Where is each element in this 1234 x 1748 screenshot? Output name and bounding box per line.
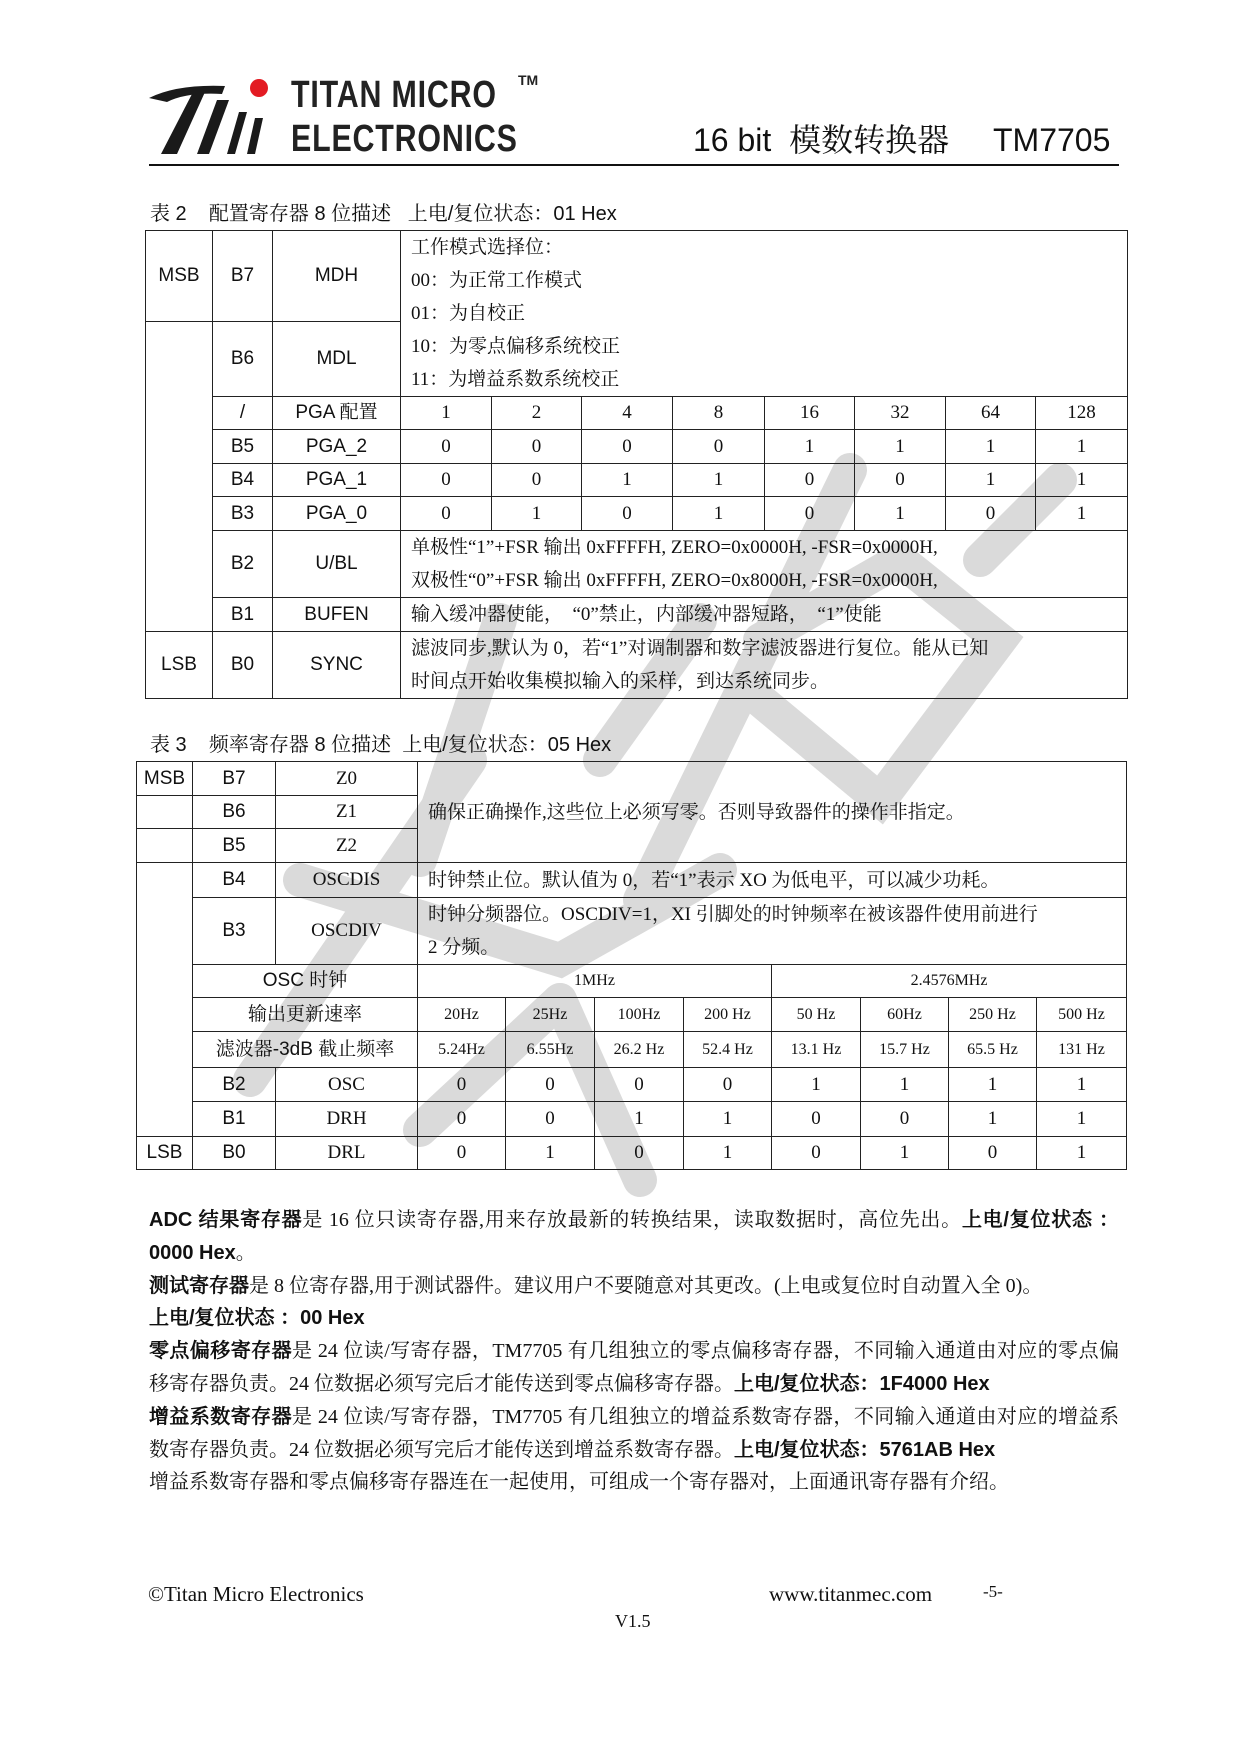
field-name: MDL <box>273 322 401 397</box>
value-cell: 0 <box>418 1137 506 1170</box>
lsb-label: LSB <box>137 1137 193 1170</box>
value-cell: 0 <box>949 1137 1037 1170</box>
reset-state: 上电/复位状态 ：00 Hex <box>149 1307 365 1330</box>
register-descriptions <box>149 1204 1119 1499</box>
clock-1mhz: 1MHz <box>418 965 772 998</box>
table2-caption: 表 2 配置寄存器 8 位描述 上电/复位状态：01 Hex <box>150 203 617 225</box>
value-cell: 1 <box>949 1068 1037 1102</box>
desc-line: 时钟分频器位。OSCDIV=1，XI 引脚处的时钟频率在被该器件使用前进行 <box>428 904 1038 925</box>
oscdis-description <box>418 863 1127 898</box>
table-row <box>137 1068 1127 1102</box>
lsb-label: LSB <box>146 632 213 699</box>
value-cell: 1 <box>772 1068 861 1102</box>
gain-register-paragraph <box>149 1401 1119 1467</box>
footer-website[interactable]: www.titanmec.com <box>769 1582 933 1606</box>
empty-cell <box>137 863 193 1137</box>
value-cell: 0 <box>765 497 855 531</box>
desc-line: 时间点开始收集模拟输入的采样，到达系统同步。 <box>411 671 830 692</box>
field-name: Z1 <box>276 796 418 829</box>
field-name: PGA_2 <box>273 430 401 464</box>
table-row <box>146 397 1128 430</box>
value-cell: 0 <box>684 1068 772 1102</box>
table-row <box>146 632 1128 699</box>
logo-text-titan-micro: TITAN MICRO <box>291 74 497 116</box>
value-cell: 131 Hz <box>1037 1032 1127 1068</box>
value-cell: 0 <box>492 430 582 464</box>
config-register-table <box>145 230 1128 699</box>
value-cell: 1 <box>595 1102 684 1137</box>
company-logo-mark <box>147 78 277 156</box>
desc-line: 滤波同步,默认为 0，若“1”对调制器和数字滤波器进行复位。能从已知 <box>411 638 989 659</box>
value-cell: 1 <box>684 1137 772 1170</box>
table-row <box>137 1137 1127 1170</box>
field-name: PGA_1 <box>273 464 401 497</box>
bit-label: B1 <box>193 1102 276 1137</box>
reset-state: 上电/复位状态 ：0000 Hex <box>149 1209 1120 1264</box>
empty-cell <box>146 322 213 632</box>
empty-cell <box>137 796 193 829</box>
reset-state: 上电/复位状态：5761AB Hex <box>734 1438 996 1461</box>
value-cell: 52.4 Hz <box>684 1032 772 1068</box>
table-row <box>137 898 1127 965</box>
field-name: OSC <box>276 1068 418 1102</box>
desc-line: 单极性“1”+FSR 输出 0xFFFFH, ZERO=0x0000H, -FSR=0x0000H, <box>411 537 938 558</box>
footer-copyright: ©Titan Micro Electronics <box>148 1582 364 1606</box>
value-cell: 0 <box>418 1068 506 1102</box>
value-cell: 0 <box>765 464 855 497</box>
table-row <box>137 1032 1127 1068</box>
value-cell: 8 <box>673 397 765 430</box>
field-name: BUFEN <box>273 598 401 632</box>
value-cell: 1 <box>946 464 1036 497</box>
bit-label: B6 <box>193 796 276 829</box>
value-cell: 6.55Hz <box>506 1032 595 1068</box>
table-row <box>146 531 1128 598</box>
value-cell: 100Hz <box>595 998 684 1032</box>
text: 。 <box>235 1241 256 1264</box>
value-cell: 500 Hz <box>1037 998 1127 1032</box>
bit-label: B4 <box>213 464 273 497</box>
bit-label: B0 <box>193 1137 276 1170</box>
field-name: DRH <box>276 1102 418 1137</box>
register-pair-paragraph: 增益系数寄存器和零点偏移寄存器连在一起使用，可组成一个寄存器对，上面通讯寄存器有介绍。 <box>149 1471 1009 1494</box>
table-row <box>146 598 1128 632</box>
value-cell: 16 <box>765 397 855 430</box>
version-label: V1.5 <box>615 1611 651 1631</box>
bit-label: B6 <box>213 322 273 397</box>
update-rate-label: 输出更新速率 <box>193 998 418 1032</box>
bit-label: B5 <box>193 829 276 863</box>
value-cell: 0 <box>946 497 1036 531</box>
field-name: DRL <box>276 1137 418 1170</box>
value-cell: 4 <box>582 397 673 430</box>
bit-label: B5 <box>213 430 273 464</box>
value-cell: 5.24Hz <box>418 1032 506 1068</box>
value-cell: 128 <box>1036 397 1128 430</box>
value-cell: 64 <box>946 397 1036 430</box>
field-name: U/BL <box>273 531 401 598</box>
mode-description <box>401 231 1128 397</box>
bit-label: B2 <box>213 531 273 598</box>
value-cell: 1 <box>861 1068 949 1102</box>
value-cell: 2 <box>492 397 582 430</box>
value-cell: 1 <box>582 464 673 497</box>
part-number: TM7705 <box>993 122 1111 158</box>
osc-clock-label: OSC 时钟 <box>193 965 418 998</box>
document-title <box>693 120 1111 160</box>
value-cell: 1 <box>1036 430 1128 464</box>
value-cell: 1 <box>684 1102 772 1137</box>
desc-line: 输入缓冲器使能， “0”禁止，内部缓冲器短路， “1”使能 <box>411 604 882 625</box>
term: ADC 结果寄存器 <box>149 1209 303 1231</box>
value-cell: 0 <box>595 1137 684 1170</box>
desc-line: 确保正确操作,这些位上必须写零。否则导致器件的操作非指定。 <box>428 801 965 823</box>
value-cell: 1 <box>401 397 492 430</box>
value-cell: 0 <box>401 464 492 497</box>
value-cell: 1 <box>765 430 855 464</box>
value-cell: 0 <box>855 464 946 497</box>
value-cell: 1 <box>1037 1068 1127 1102</box>
bit-label: B7 <box>193 762 276 796</box>
value-cell: 1 <box>1036 497 1128 531</box>
value-cell: 0 <box>492 464 582 497</box>
value-cell: 250 Hz <box>949 998 1037 1032</box>
logo-text-electronics: ELECTRONICS <box>291 118 518 160</box>
table-row <box>146 497 1128 531</box>
msb-label: MSB <box>137 762 193 796</box>
table-row <box>146 464 1128 497</box>
desc-line: 01：为自校正 <box>411 303 526 324</box>
table3-caption: 表 3 频率寄存器 8 位描述 上电/复位状态：05 Hex <box>150 734 612 756</box>
zero-bits-description <box>418 762 1127 863</box>
value-cell: 1 <box>855 430 946 464</box>
value-cell: 1 <box>855 497 946 531</box>
msb-label: MSB <box>146 231 213 322</box>
value-cell: 200 Hz <box>684 998 772 1032</box>
value-cell: 1 <box>506 1137 595 1170</box>
sync-description <box>401 632 1128 699</box>
value-cell: 0 <box>582 430 673 464</box>
value-cell: 1 <box>861 1137 949 1170</box>
value-cell: 0 <box>595 1068 684 1102</box>
bit-label: B3 <box>193 898 276 965</box>
text: 是 8 位寄存器,用于测试器件。建议用户不要随意对其更改。(上电或复位时自动置入全 0)。 <box>249 1274 1043 1297</box>
bufen-description <box>401 598 1128 632</box>
value-cell: 65.5 Hz <box>949 1032 1037 1068</box>
value-cell: 32 <box>855 397 946 430</box>
field-name: Z2 <box>276 829 418 863</box>
value-cell: 20Hz <box>418 998 506 1032</box>
bit-label: B2 <box>193 1068 276 1102</box>
page-number: -5- <box>983 1582 1003 1601</box>
desc-line: 00：为正常工作模式 <box>411 270 583 291</box>
table-row <box>137 965 1127 998</box>
cutoff-label: 滤波器-3dB 截止频率 <box>193 1032 418 1068</box>
bit-label: B1 <box>213 598 273 632</box>
field-name: SYNC <box>273 632 401 699</box>
table-row <box>146 231 1128 322</box>
text: 是 24 位读/写寄存器，TM7705 有几组独立的增益系数寄存器，不同输入通道由对应的增益系数寄存器负责。24 位数据必须写完后才能传送到增益系数寄存器。 <box>149 1405 1120 1461</box>
table-row <box>137 1102 1127 1137</box>
header-divider <box>149 164 1119 166</box>
reset-state: 上电/复位状态：1F4000 Hex <box>734 1372 990 1395</box>
value-cell: 0 <box>418 1102 506 1137</box>
value-cell: 1 <box>949 1102 1037 1137</box>
bit-label: / <box>213 397 273 430</box>
trademark-symbol: TM <box>518 72 539 88</box>
desc-line: 2 分频。 <box>428 937 500 958</box>
adc-result-paragraph <box>149 1204 1119 1270</box>
table-row <box>137 762 1127 796</box>
document-subject: 16 bit 模数转换器 <box>693 122 950 158</box>
value-cell: 0 <box>582 497 673 531</box>
oscdiv-description <box>418 898 1127 965</box>
desc-line: 10：为零点偏移系统校正 <box>411 336 621 357</box>
value-cell: 1 <box>946 430 1036 464</box>
value-cell: 0 <box>673 430 765 464</box>
value-cell: 60Hz <box>861 998 949 1032</box>
field-name: PGA_0 <box>273 497 401 531</box>
term: 测试寄存器 <box>149 1274 249 1297</box>
table-row <box>137 998 1127 1032</box>
value-cell: 0 <box>401 497 492 531</box>
value-cell: 0 <box>772 1102 861 1137</box>
desc-line: 时钟禁止位。默认值为 0，若“1”表示 XO 为低电平，可以减少功耗。 <box>428 869 1000 891</box>
value-cell: 1 <box>1037 1137 1127 1170</box>
value-cell: 13.1 Hz <box>772 1032 861 1068</box>
value-cell: 0 <box>401 430 492 464</box>
value-cell: 1 <box>492 497 582 531</box>
value-cell: 25Hz <box>506 998 595 1032</box>
test-register-paragraph <box>149 1270 1119 1336</box>
field-name: PGA 配置 <box>273 397 401 430</box>
value-cell: 1 <box>1037 1102 1127 1137</box>
bit-label: B3 <box>213 497 273 531</box>
offset-register-paragraph <box>149 1335 1119 1401</box>
term: 增益系数寄存器 <box>149 1405 293 1428</box>
field-name: MDH <box>273 231 401 322</box>
table-row <box>137 863 1127 898</box>
frequency-register-table <box>136 761 1127 1170</box>
bit-label: B0 <box>213 632 273 699</box>
value-cell: 0 <box>506 1068 595 1102</box>
value-cell: 1 <box>673 497 765 531</box>
empty-cell <box>137 829 193 863</box>
bit-label: B4 <box>193 863 276 898</box>
desc-line: 11：为增益系数系统校正 <box>411 369 620 390</box>
field-name: OSCDIV <box>276 898 418 965</box>
desc-line: 双极性“0”+FSR 输出 0xFFFFH, ZERO=0x8000H, -FSR=0x0000H, <box>411 570 938 591</box>
ubl-description <box>401 531 1128 598</box>
value-cell: 15.7 Hz <box>861 1032 949 1068</box>
bit-label: B7 <box>213 231 273 322</box>
value-cell: 0 <box>772 1137 861 1170</box>
table-row <box>146 430 1128 464</box>
value-cell: 0 <box>861 1102 949 1137</box>
field-name: OSCDIS <box>276 863 418 898</box>
text: 是 16 位只读寄存器,用来存放最新的转换结果，读取数据时，高位先出。 <box>302 1209 962 1231</box>
clock-2-4576mhz: 2.4576MHz <box>772 965 1127 998</box>
value-cell: 1 <box>673 464 765 497</box>
term: 零点偏移寄存器 <box>149 1340 293 1363</box>
value-cell: 0 <box>506 1102 595 1137</box>
value-cell: 1 <box>1036 464 1128 497</box>
field-name: Z0 <box>276 762 418 796</box>
text: 是 24 位读/写寄存器，TM7705 有几组独立的零点偏移寄存器，不同输入通道由对应的零点偏移寄存器负责。24 位数据必须写完后才能传送到零点偏移寄存器。 <box>149 1340 1120 1395</box>
value-cell: 26.2 Hz <box>595 1032 684 1068</box>
desc-line: 工作模式选择位： <box>411 237 564 258</box>
value-cell: 50 Hz <box>772 998 861 1032</box>
